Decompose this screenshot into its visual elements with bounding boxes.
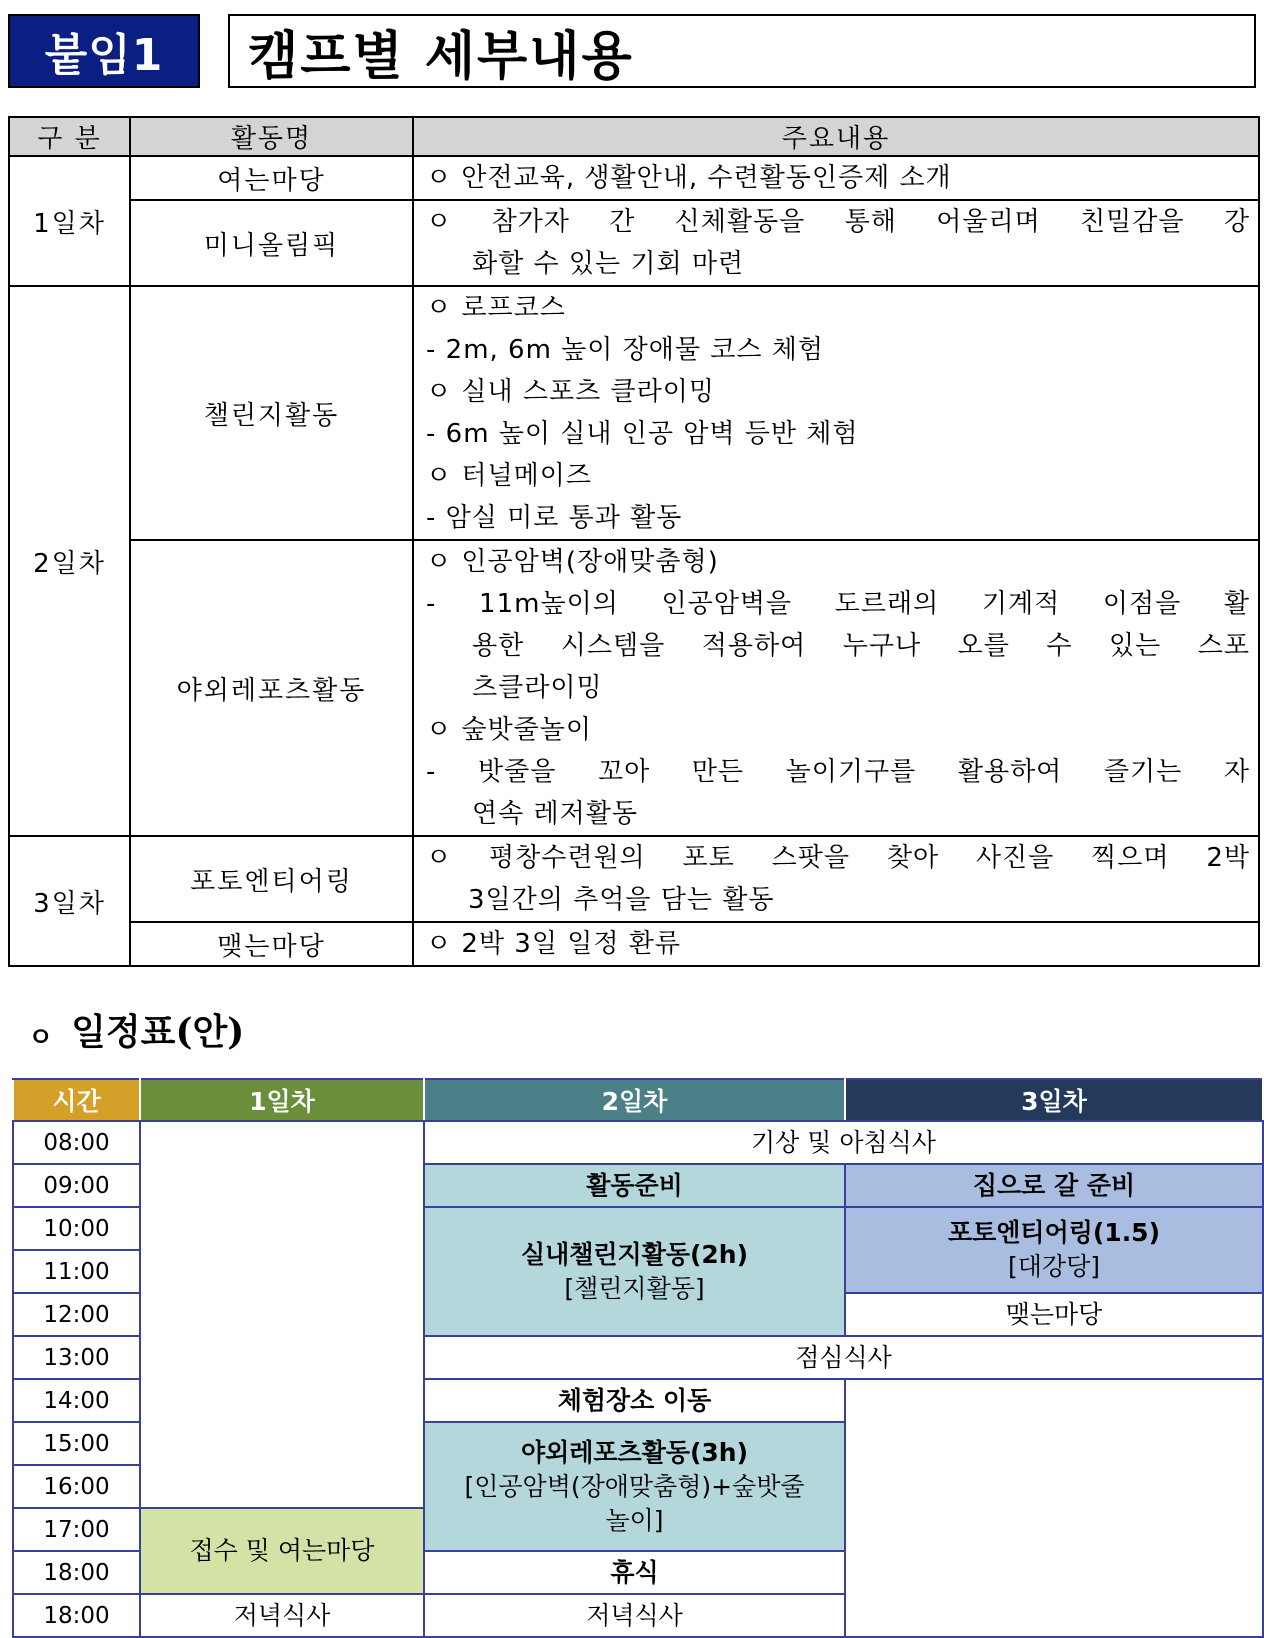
day2-label: 2일차 [9,286,130,836]
table-row [9,836,1259,922]
day1-label: 1일차 [9,156,130,286]
time-cell: 11:00 [13,1250,140,1293]
header-day1: 1일차 [140,1079,424,1121]
schedule-title: 일정표(안) [71,1011,245,1053]
header-day3: 3일차 [845,1079,1263,1121]
rest-cell: 휴식 [424,1551,845,1594]
bullet-icon: ㅇ [28,1022,54,1053]
reception-cell: 접수 및 여는마당 [140,1508,424,1594]
content-line: - 2m, 6m 높이 장애물 코스 체험 [426,335,825,365]
header-category: 구 분 [9,117,130,156]
time-cell: 15:00 [13,1422,140,1465]
content-line: - 11m높이의 인공암벽을 도르래의 기계적 이점을 활 [426,589,1250,619]
lunch-cell: 점심식사 [424,1336,1263,1379]
go-home-cell: 집으로 갈 준비 [845,1164,1263,1207]
header-day2: 2일차 [424,1079,845,1121]
content-line: ㅇ 터널메이즈 [426,461,592,491]
indoor-challenge-place: [챌린지활동] [564,1273,705,1303]
time-cell: 10:00 [13,1207,140,1250]
content-line: - 밧줄을 꼬아 만든 놀이기구를 활용하여 즐기는 자 [426,757,1250,787]
content-line: ㅇ 참가자 간 신체활동을 통해 어울리며 친밀감을 강 [426,207,1250,237]
table-row [9,156,1259,200]
content-line: ㅇ 안전교육, 생활안내, 수련활동인증제 소개 [426,163,952,193]
activity-name: 야외레포츠활동 [130,540,413,836]
photo-place: [대강당] [1008,1252,1100,1281]
time-cell: 08:00 [13,1121,140,1164]
day3-label: 3일차 [9,836,130,966]
indoor-challenge-cell [424,1207,845,1336]
time-cell: 09:00 [13,1164,140,1207]
time-cell: 17:00 [13,1508,140,1551]
time-cell: 18:00 [13,1551,140,1594]
content-line: ㅇ 숲밧줄놀이 [426,715,592,745]
content-line: - 암실 미로 통과 활동 [426,503,683,533]
content-line: 3일간의 추억을 담는 활동 [468,885,775,915]
table-row [9,200,1259,286]
closing-cell: 맺는마당 [845,1293,1263,1336]
content-line: ㅇ 로프코스 [426,293,566,323]
content-line: ㅇ 실내 스포츠 클라이밍 [426,377,715,407]
activity-name: 미니올림픽 [130,200,413,286]
day1-empty [140,1121,424,1508]
content-line: 화할 수 있는 기회 마련 [472,249,745,279]
day3-empty [845,1379,1263,1637]
table-row [9,540,1259,836]
activity-name: 챌린지활동 [130,286,413,540]
outdoor-cell [424,1422,845,1551]
time-cell: 18:00 [13,1594,140,1637]
content-line: ㅇ 평창수련원의 포토 스팟을 찾아 사진을 찍으며 2박 [426,843,1250,873]
dinner-day1-cell: 저녁식사 [140,1594,424,1637]
indoor-challenge-label: 실내챌린지활동(2h) [520,1239,749,1269]
header-content: 주요내용 [413,117,1259,156]
header-activity: 활동명 [130,117,413,156]
schedule-table [12,1078,1264,1638]
content-line: - 6m 높이 실내 인공 암벽 등반 체험 [426,419,859,449]
time-cell: 13:00 [13,1336,140,1379]
outdoor-place-2: 놀이] [605,1505,664,1535]
outdoor-place-1: [인공암벽(장애맞춤형)+숲밧줄 [464,1471,805,1501]
move-cell: 체험장소 이동 [424,1379,845,1422]
content-line: ㅇ 인공암벽(장애맞춤형) [426,547,719,577]
outdoor-label: 야외레포츠활동(3h) [520,1437,749,1467]
camp-detail-table [8,116,1260,967]
photo-cell [845,1207,1263,1293]
time-cell: 12:00 [13,1293,140,1336]
activity-name: 여는마당 [130,156,413,200]
content-line: 연속 레저활동 [472,799,638,829]
wakeup-cell: 기상 및 아침식사 [424,1121,1263,1164]
table-row [9,286,1259,540]
prep-cell: 활동준비 [424,1164,845,1207]
page-title: 캠프별 세부내용 [228,14,1256,88]
table-row [9,922,1259,966]
time-cell: 16:00 [13,1465,140,1508]
activity-name: 맺는마당 [130,922,413,966]
activity-name: 포토엔티어링 [130,836,413,922]
content-line: 츠클라이밍 [472,673,603,703]
content-line: 용한 시스템을 적용하여 누구나 오를 수 있는 스포 [472,631,1250,661]
content-line: ㅇ 2박 3일 일정 환류 [426,929,681,959]
photo-label: 포토엔티어링(1.5) [947,1218,1161,1247]
time-cell: 14:00 [13,1379,140,1422]
attachment-badge: 붙임1 [8,14,200,88]
schedule-heading [28,1004,244,1055]
dinner-day2-cell: 저녁식사 [424,1594,845,1637]
header-time: 시간 [13,1079,140,1121]
